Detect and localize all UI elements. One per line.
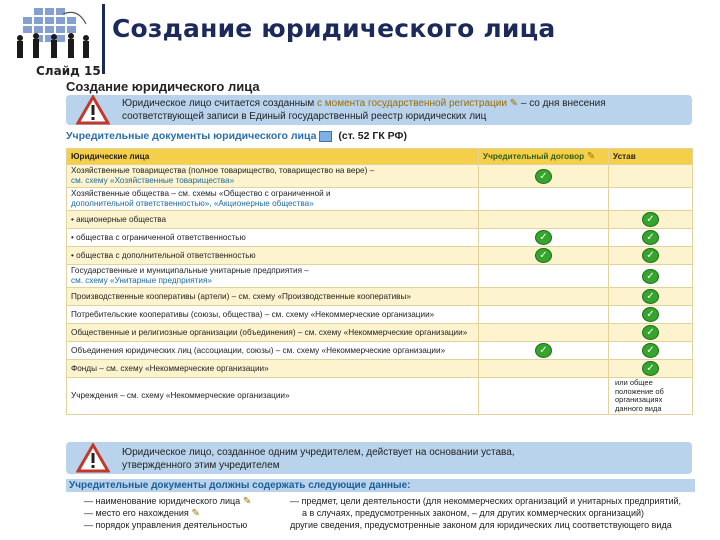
table-row [67, 165, 693, 188]
entity-cell [67, 188, 479, 211]
entity-cell [67, 378, 479, 415]
contract-cell [479, 265, 609, 288]
requirement-item: — наименование юридического лица ✎ [84, 496, 252, 507]
contract-cell [479, 288, 609, 306]
green-check-icon: ✓ [642, 325, 659, 340]
green-check-icon: ✓ [642, 269, 659, 284]
charter-cell [609, 188, 693, 211]
table-row [67, 378, 693, 415]
charter-cell [609, 247, 693, 265]
table-row [67, 342, 693, 360]
green-check-icon: ✓ [642, 212, 659, 227]
contract-cell [479, 165, 609, 188]
founding-docs-title: Учредительные документы юридического лица (ст. 52 ГК РФ) [66, 130, 408, 142]
slide-number: Слайд 15 [36, 64, 101, 78]
green-check-icon: ✓ [535, 169, 552, 184]
contract-cell [479, 188, 609, 211]
charter-cell [609, 306, 693, 324]
green-check-icon: ✓ [642, 289, 659, 304]
requirements-title: Учредительные документы должны содержать следующие данные: [66, 479, 695, 492]
entity-text: • общества с ограниченной ответственностью [71, 232, 246, 242]
requirement-item: — место его нахождения ✎ [84, 508, 200, 519]
charter-cell [609, 324, 693, 342]
entity-cell [67, 306, 479, 324]
pencil-icon: ✎ [188, 508, 200, 519]
charter-cell [609, 288, 693, 306]
warning-triangle-icon [76, 95, 110, 125]
entity-cell [67, 165, 479, 188]
document-icon [319, 131, 332, 142]
col-header-entities: Юридические лица [67, 149, 479, 165]
contract-cell [479, 324, 609, 342]
entity-scheme-link[interactable]: см. схему «Унитарные предприятия» [71, 276, 212, 285]
document-title: Создание юридического лица [66, 79, 260, 94]
requirement-item: а в случаях, предусмотренных законом, – для других коммерческих организаций) [302, 508, 644, 518]
entity-text: • общества с дополнительной ответственностью [71, 250, 256, 260]
entity-text: Фонды – см. схему «Некоммерческие организации» [71, 363, 269, 373]
single-founder-info-box [66, 442, 692, 474]
green-check-icon: ✓ [535, 343, 552, 358]
green-check-icon: ✓ [642, 361, 659, 376]
entity-text: Учреждения – см. схему «Некоммерческие организации» [71, 391, 290, 400]
entity-text: Хозяйственные общества – см. схемы «Общество с ограниченной и [71, 189, 331, 198]
charter-cell [609, 229, 693, 247]
contract-cell [479, 229, 609, 247]
contract-cell [479, 360, 609, 378]
entity-scheme-link[interactable]: дополнительной ответственностью», «Акционерные общества» [71, 199, 314, 208]
table-row [67, 306, 693, 324]
table-row [67, 324, 693, 342]
contract-cell [479, 378, 609, 415]
entity-text: Хозяйственные товарищества (полное товарищество, товарищество на вере) – [71, 166, 375, 175]
entity-cell [67, 288, 479, 306]
requirement-item: — предмет, цели деятельности (для некоммерческих организаций и унитарных предприятий, [290, 496, 681, 506]
registration-info-text: Юридическое лицо считается созданным с момента государственной регистрации ✎ – со дня внесения соответствующей записи в Единый государственный реестр юридических лиц [122, 98, 606, 122]
charter-cell [609, 211, 693, 229]
entity-scheme-link[interactable]: см. схему «Хозяйственные товарищества» [71, 176, 235, 185]
pencil-icon: ✎ [584, 150, 596, 162]
entity-cell [67, 342, 479, 360]
entity-text: Производственные кооперативы (артели) – см. схему «Производственные кооперативы» [71, 291, 411, 301]
requirement-item: — порядок управления деятельностью [84, 520, 248, 530]
requirement-item: другие сведения, предусмотренные законом для юридических лиц соответствующего вида [290, 520, 672, 530]
green-check-icon: ✓ [642, 307, 659, 322]
contract-cell [479, 306, 609, 324]
table-row [67, 211, 693, 229]
green-check-icon: ✓ [535, 248, 552, 263]
charter-cell [609, 265, 693, 288]
contract-cell [479, 247, 609, 265]
col-header-charter: Устав [609, 149, 693, 165]
registration-info-box [66, 95, 692, 125]
warning-triangle-icon [76, 443, 110, 473]
pencil-icon: ✎ [506, 98, 519, 109]
charter-note: или общее положение об организациях данного вида [615, 378, 664, 413]
table-row [67, 288, 693, 306]
entity-text: • акционерные общества [71, 214, 167, 224]
entity-cell [67, 211, 479, 229]
table-row [67, 229, 693, 247]
entity-text: Объединения юридических лиц (ассоциации, союзы) – см. схему «Некоммерческие организации» [71, 345, 446, 355]
green-check-icon: ✓ [535, 230, 552, 245]
entity-cell [67, 360, 479, 378]
table-row [67, 247, 693, 265]
contract-cell [479, 211, 609, 229]
col-header-contract: Учредительный договор ✎ [479, 149, 609, 165]
entity-cell [67, 324, 479, 342]
entity-cell [67, 247, 479, 265]
green-check-icon: ✓ [642, 343, 659, 358]
charter-cell [609, 165, 693, 188]
contract-cell [479, 342, 609, 360]
entity-text: Государственные и муниципальные унитарные предприятия – [71, 266, 309, 275]
charter-cell [609, 342, 693, 360]
people-grid-logo [8, 6, 96, 62]
header-divider [102, 4, 105, 74]
green-check-icon: ✓ [642, 248, 659, 263]
entity-cell [67, 229, 479, 247]
charter-cell [609, 360, 693, 378]
entity-cell [67, 265, 479, 288]
table-row [67, 188, 693, 211]
slide-title: Создание юридического лица [112, 14, 556, 43]
entity-text: Общественные и религиозные организации (объединения) – см. схему «Некоммерческие организации» [71, 327, 468, 337]
green-check-icon: ✓ [642, 230, 659, 245]
entity-text: Потребительские кооперативы (союзы, общества) – см. схему «Некоммерческие организации» [71, 309, 435, 319]
charter-cell [609, 378, 693, 415]
founding-documents-table [66, 148, 693, 415]
table-row [67, 265, 693, 288]
single-founder-info-text: Юридическое лицо, созданное одним учредителем, действует на основании устава, утвержденного этим учредителем [122, 447, 515, 471]
table-row [67, 360, 693, 378]
pencil-icon: ✎ [240, 496, 252, 507]
